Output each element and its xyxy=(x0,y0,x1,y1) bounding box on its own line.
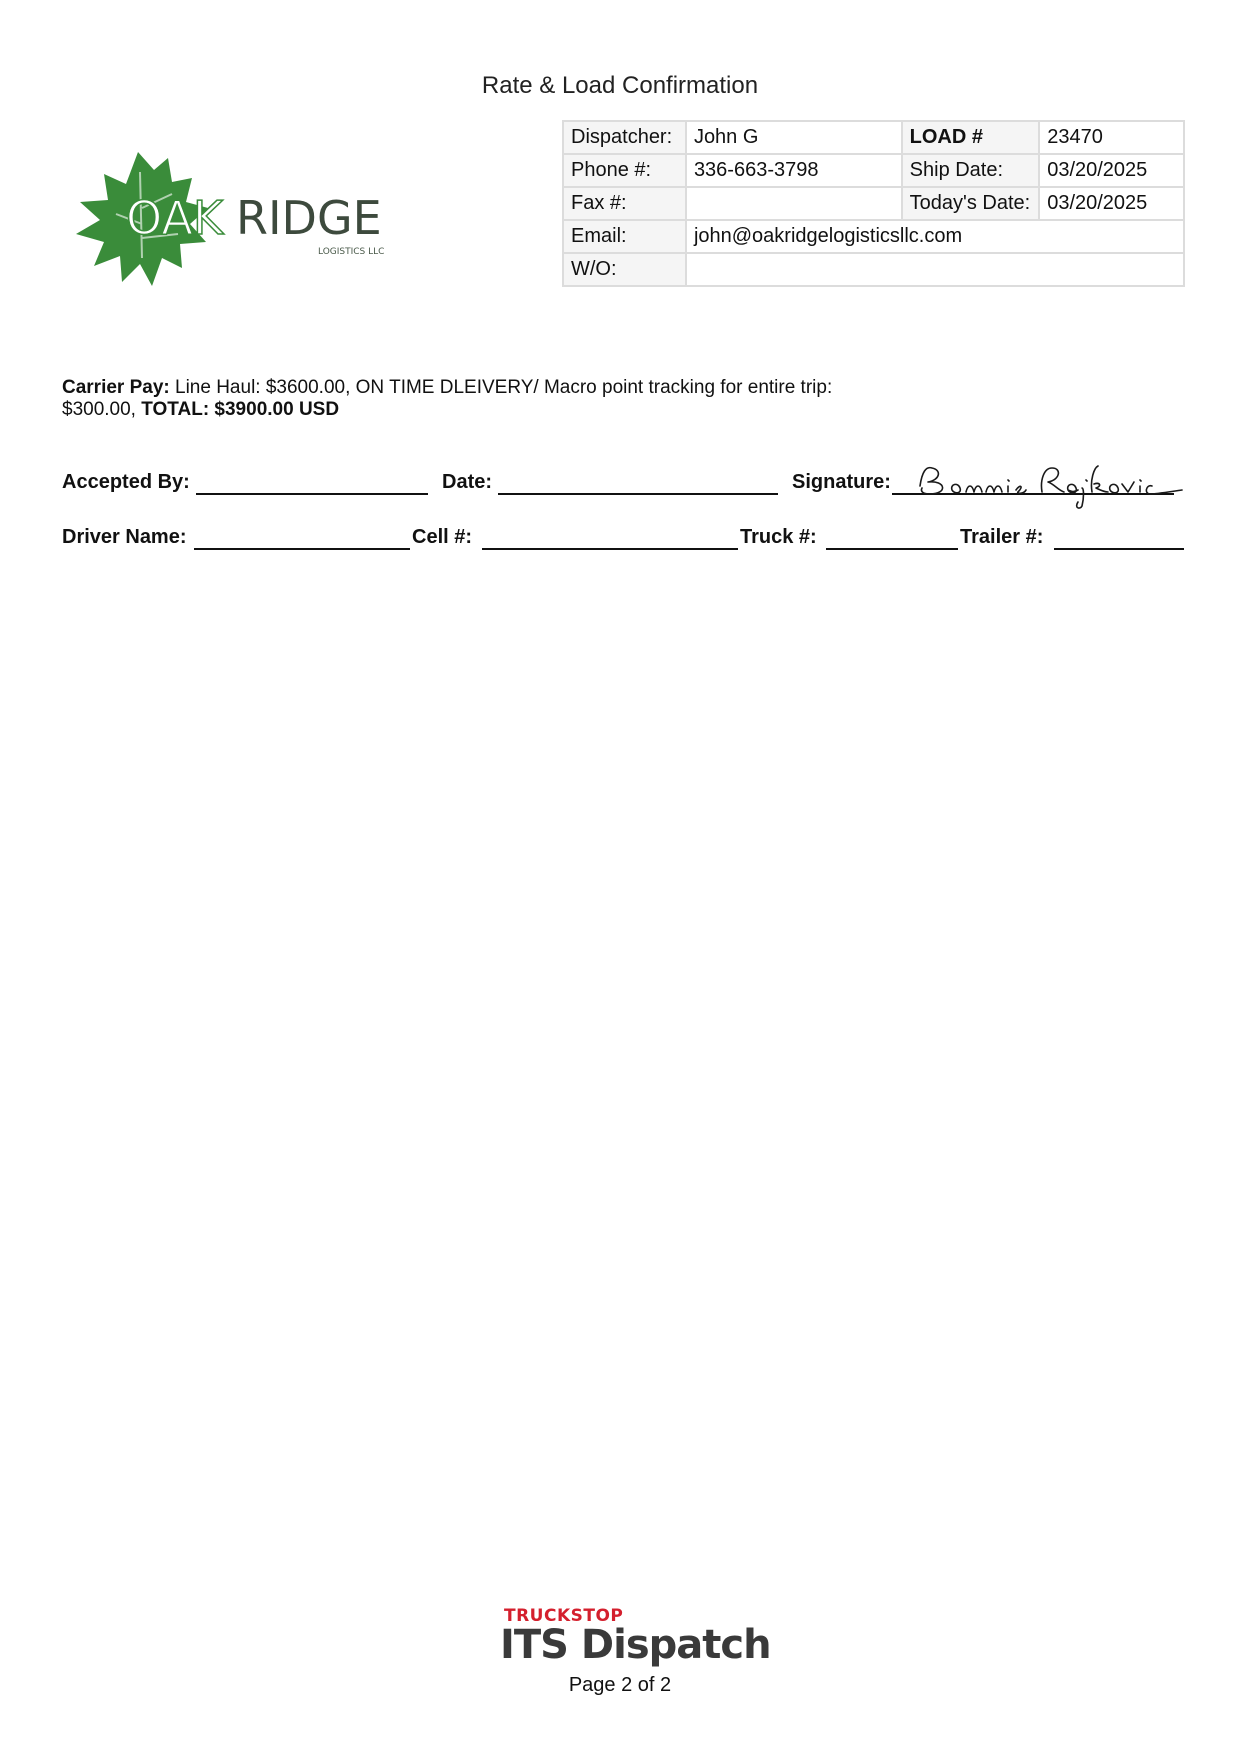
its-dispatch-wordmark: ITS Dispatch xyxy=(500,1622,771,1668)
table-row xyxy=(563,253,1184,286)
driver-row xyxy=(62,526,1184,556)
truck-label: Truck #: xyxy=(740,526,817,548)
date-field[interactable] xyxy=(498,493,778,495)
wo-label: W/O: xyxy=(563,253,686,286)
phone-label: Phone #: xyxy=(563,154,686,187)
svg-text:LOGISTICS LLC: LOGISTICS LLC xyxy=(318,247,385,257)
handwritten-signature xyxy=(912,452,1192,512)
carrier-pay-section xyxy=(62,377,962,421)
page-number: Page 2 of 2 xyxy=(568,1674,672,1696)
table-row xyxy=(563,154,1184,187)
svg-text:RIDGE: RIDGE xyxy=(236,191,382,245)
truck-field[interactable] xyxy=(826,548,958,550)
table-row xyxy=(563,121,1184,154)
phone-value: 336-663-3798 xyxy=(686,154,902,187)
signature-label: Signature: xyxy=(792,471,891,493)
ship-date-value: 03/20/2025 xyxy=(1039,154,1184,187)
company-logo xyxy=(68,148,418,308)
svg-text:OAK: OAK xyxy=(126,191,224,245)
email-value: john@oakridgelogisticsllc.com xyxy=(686,220,1184,253)
email-label: Email: xyxy=(563,220,686,253)
accepted-by-label: Accepted By: xyxy=(62,471,190,493)
truckstop-wordmark: TRUCKSTOP xyxy=(504,1606,624,1626)
accepted-by-field[interactable] xyxy=(196,493,428,495)
cell-label: Cell #: xyxy=(412,526,473,548)
load-info-table xyxy=(562,120,1185,287)
trailer-field[interactable] xyxy=(1054,548,1184,550)
fax-label: Fax #: xyxy=(563,187,686,220)
carrier-pay-line2: $300.00, xyxy=(62,399,142,420)
ship-date-label: Ship Date: xyxy=(902,154,1040,187)
table-row xyxy=(563,220,1184,253)
carrier-pay-label: Carrier Pay: xyxy=(62,377,170,398)
dispatcher-value: John G xyxy=(686,121,902,154)
wo-value xyxy=(686,253,1184,286)
dispatcher-label: Dispatcher: xyxy=(563,121,686,154)
carrier-pay-total: TOTAL: $3900.00 USD xyxy=(141,399,340,420)
date-label: Date: xyxy=(442,471,493,493)
fax-value xyxy=(686,187,902,220)
cell-field[interactable] xyxy=(482,548,738,550)
load-number-value: 23470 xyxy=(1039,121,1184,154)
todays-date-label: Today's Date: xyxy=(902,187,1040,220)
table-row xyxy=(563,187,1184,220)
todays-date-value: 03/20/2025 xyxy=(1039,187,1184,220)
load-number-label: LOAD # xyxy=(902,121,1040,154)
driver-name-label: Driver Name: xyxy=(62,526,187,548)
driver-name-field[interactable] xyxy=(194,548,410,550)
document-title: Rate & Load Confirmation xyxy=(481,72,759,99)
trailer-label: Trailer #: xyxy=(960,526,1044,548)
carrier-pay-line1: Line Haul: $3600.00, ON TIME DLEIVERY/ Macro point tracking for entire trip: xyxy=(169,377,833,398)
